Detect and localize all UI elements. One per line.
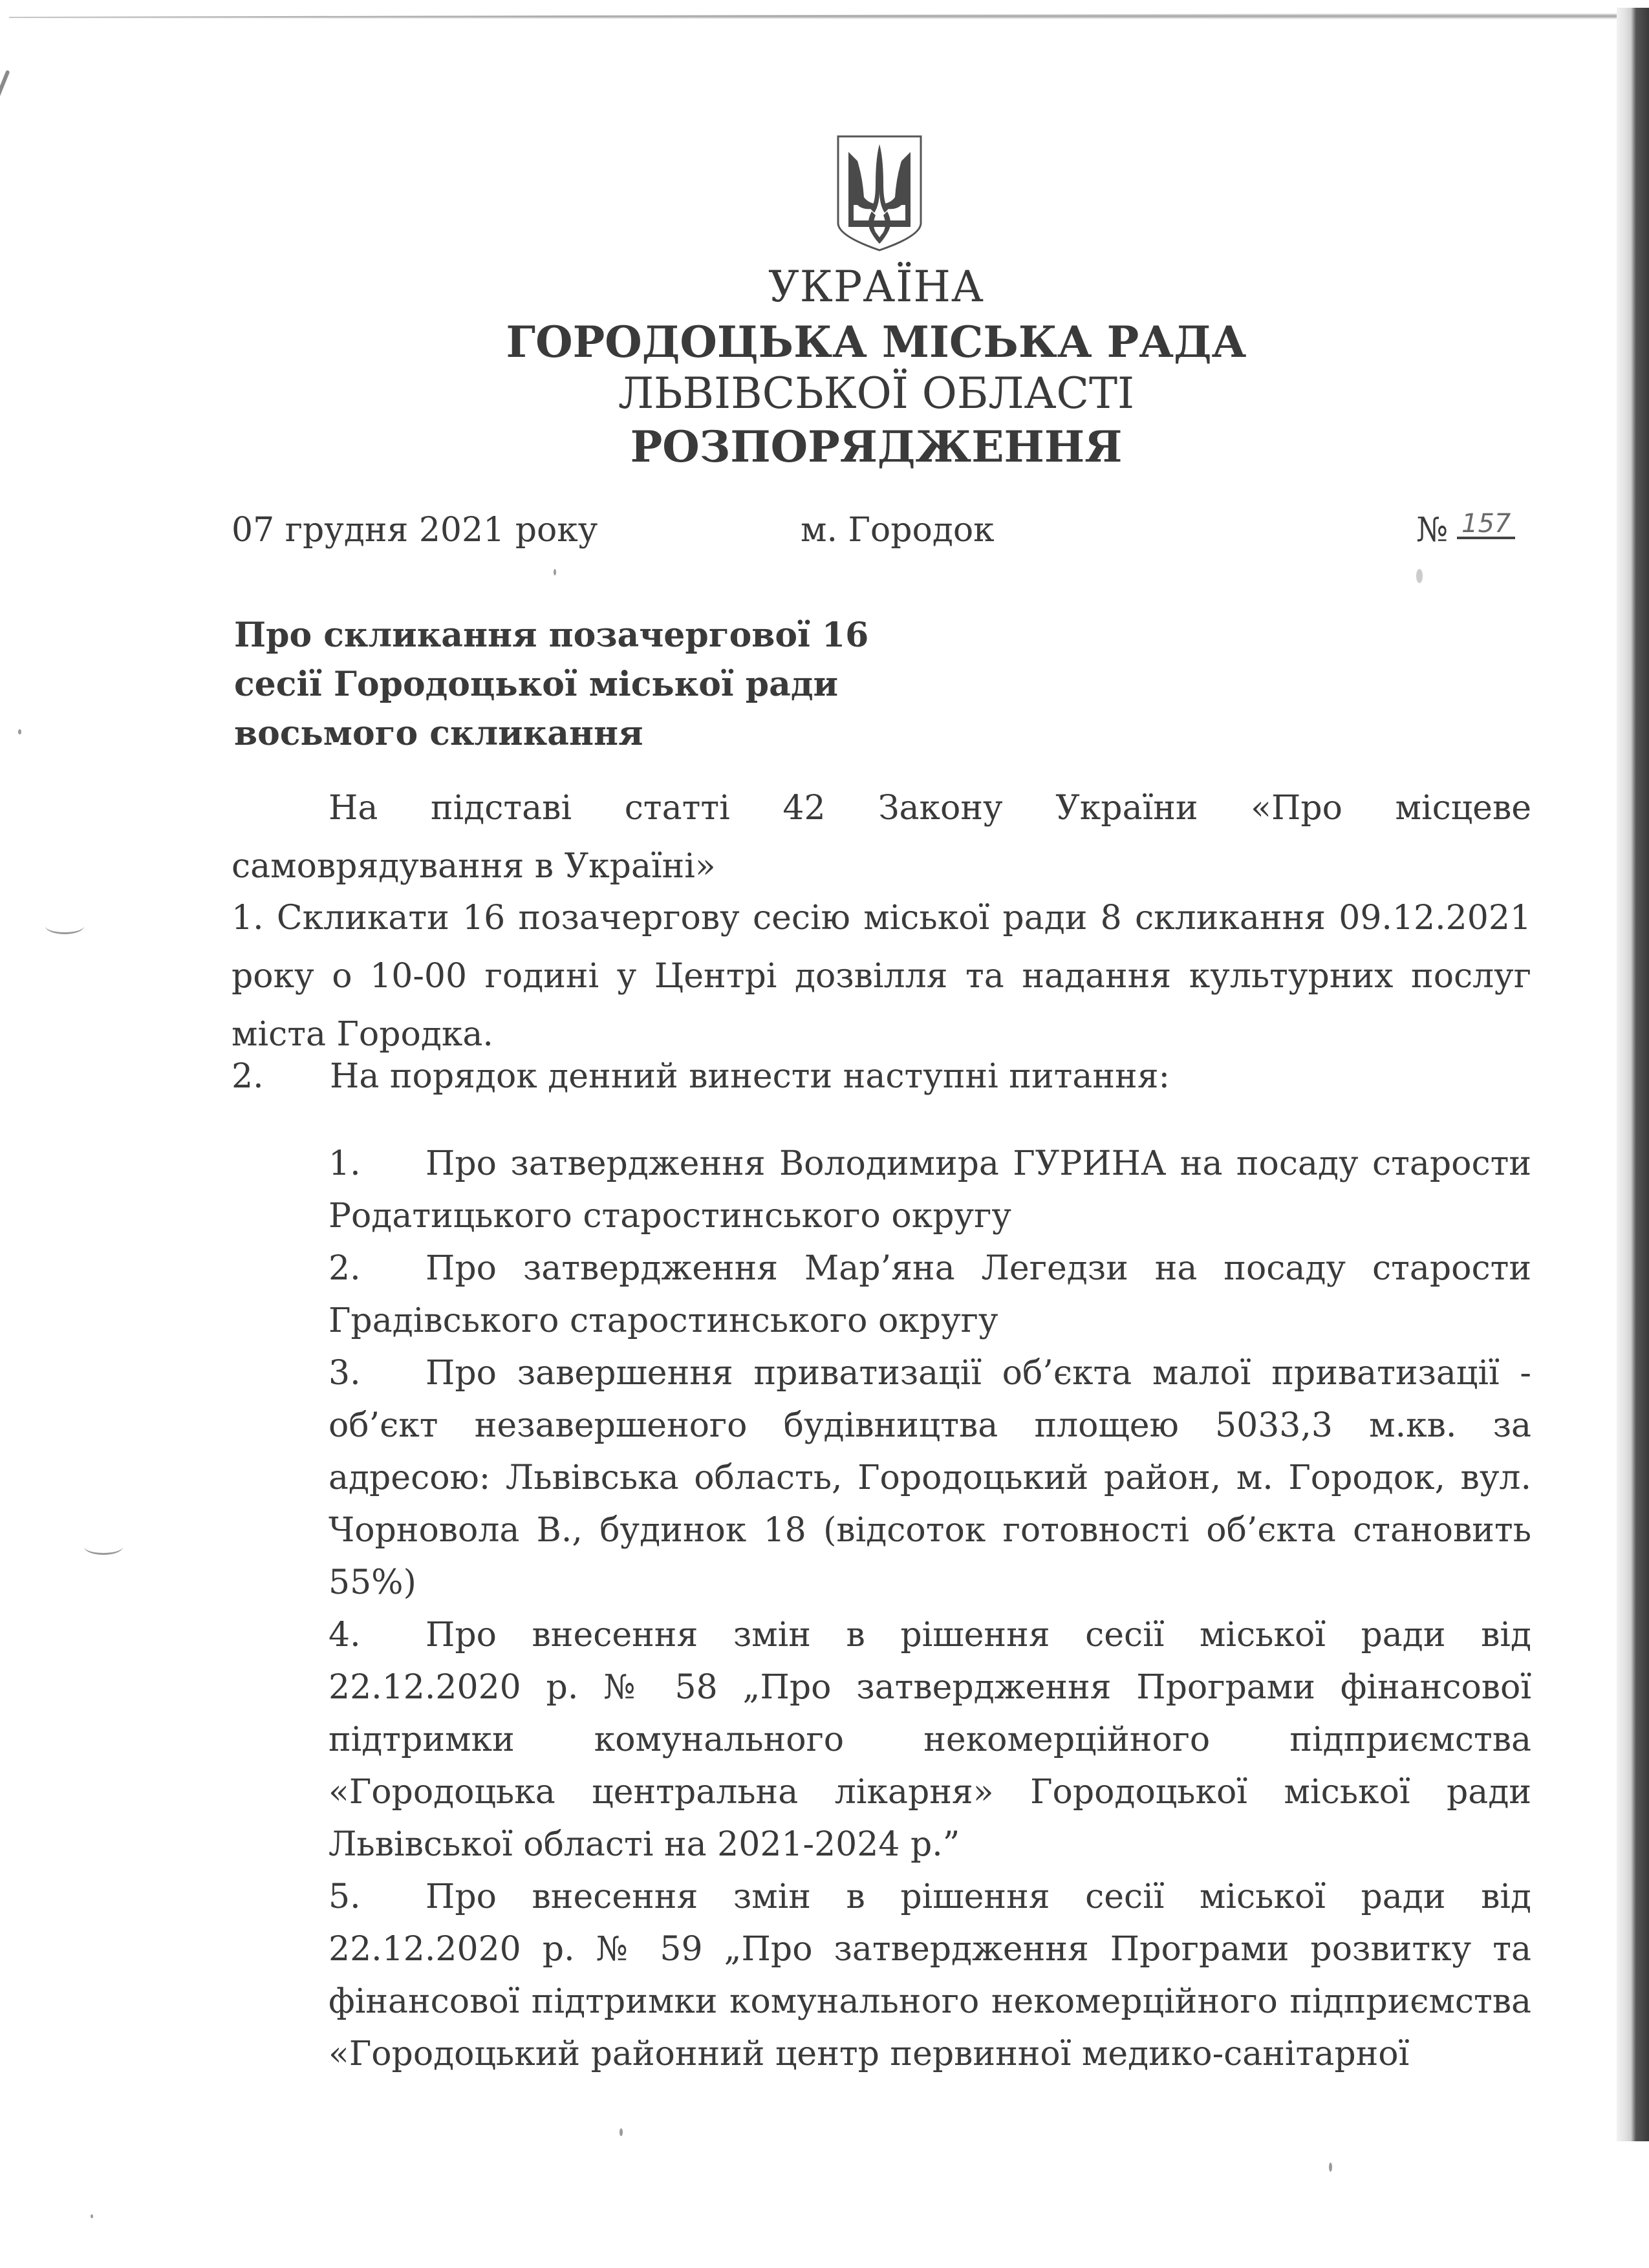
agenda-item [329,1243,1531,1347]
agenda-item-number: 4. [329,1616,361,1654]
scan-edge-top [9,13,1626,19]
agenda-item-text: Про затвердження Володимира ГУРИНА на посаду старости Родатицького старостинського округу [329,1144,1531,1236]
document-city: м. Городок [801,511,995,550]
point-2-paragraph [232,1047,1531,1106]
agenda-item [329,1347,1531,1609]
document-type: РОЗПОРЯДЖЕННЯ [630,422,1123,472]
scan-speck [18,729,21,734]
country-name: УКРАЇНА [768,262,984,312]
agenda-item-number: 3. [329,1354,361,1393]
agenda-item [329,1609,1531,1871]
council-name: ГОРОДОЦЬКА МІСЬКА РАДА [506,317,1247,367]
scan-speck [620,2128,623,2136]
agenda-item-text: Про затвердження Мар’яна Легедзи на посаду старости Градівського старостинського округу [329,1249,1531,1340]
subject-line: Про скликання позачергової 16 [234,615,869,655]
subject-line: сесії Городоцької міської ради [234,665,839,704]
coat-of-arms-icon [834,133,925,252]
document-subject [234,611,881,758]
pen-mark [0,70,10,155]
scan-speck [1416,569,1423,583]
hole-punch-mark [84,1539,123,1555]
agenda-list [329,1138,1531,2081]
region-name: ЛЬВІВСЬКОЇ ОБЛАСТІ [618,369,1135,418]
scan-speck [1329,2163,1332,2172]
agenda-item [329,1138,1531,1243]
scan-speck [554,569,556,575]
number-sign: № [1416,511,1449,550]
agenda-item-number: 1. [329,1144,361,1183]
hole-punch-mark [45,918,84,934]
agenda-item-number: 5. [329,1878,361,1916]
agenda-item-text: Про внесення змін в рішення сесії міської ради від 22.12.2020 р. № 58 „Про затвердження Програми фінансової підтримки комунального некомерційного підприємства «Городоцька центральна лікарня» Городоцької міської ради Львівської області на 2021-2024 р.” [329,1616,1531,1864]
scan-speck [91,2214,93,2218]
agenda-item-text: Про завершення приватизації об’єкта малої приватизації - об’єкт незавершеного будівництва площею 5033,3 м.кв. за адресою: Львівська область, Городоцький район, м. Городок, вул. Чорновола В., будинок 18 (відсоток готовності об’єкта становить 55%) [329,1354,1531,1602]
intro-paragraph: На підставі статті 42 Закону України «Про місцеве самоврядування в Україні» [232,789,1531,886]
document-number [1416,511,1515,550]
agenda-item [329,1871,1531,2081]
agenda-item-number: 2. [329,1249,361,1288]
point-2-text: На порядок денний винести наступні питання: [330,1057,1170,1096]
point-1-paragraph: 1. Скликати 16 позачергову сесію міської ради 8 скликання 09.12.2021 року о 10-00 годині у Центрі дозвілля та надання культурних послуг міста Городка. [232,899,1531,1054]
subject-line: восьмого скликання [234,714,643,753]
agenda-item-text: Про внесення змін в рішення сесії міської ради від 22.12.2020 р. № 59 „Про затвердження Програми розвитку та фінансової підтримки комунального некомерційного підприємства «Городоцький районний центр первинної медико-санітарної [329,1878,1531,2073]
point-2-label: 2. [232,1057,264,1096]
document-date: 07 грудня 2021 року [232,511,598,550]
handwritten-number: 157 [1457,511,1515,539]
